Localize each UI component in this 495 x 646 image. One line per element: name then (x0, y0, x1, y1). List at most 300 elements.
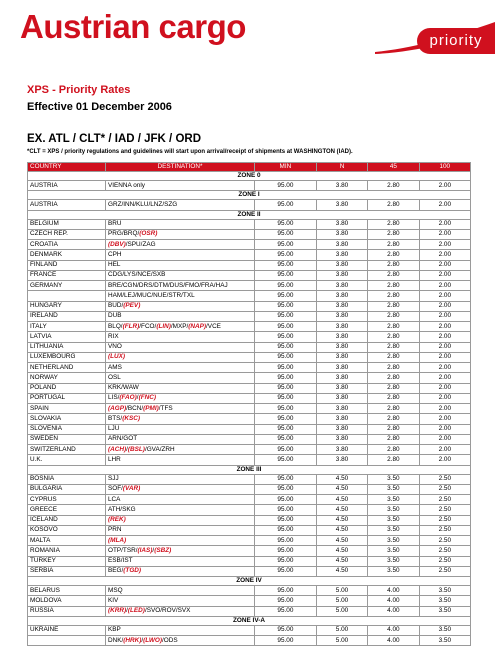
rate-45-cell: 2.80 (368, 219, 419, 229)
rate-100-cell: 2.00 (419, 281, 470, 291)
country-cell: CZECH REP. (28, 229, 106, 239)
rate-min-cell: 95.00 (255, 495, 317, 505)
destination-cell (106, 373, 255, 383)
off-line-destination: (SBZ) (154, 546, 172, 554)
rate-45-cell: 2.80 (368, 250, 419, 260)
country-cell: FINLAND (28, 260, 106, 270)
destination-code: /SPU/ZAG (125, 240, 156, 248)
off-line-destination: (PMI) (143, 404, 159, 412)
destination-code: BUD/ (108, 302, 124, 310)
destination-code: PRG/BRQ/ (108, 230, 140, 238)
destination-code: VNO (108, 343, 122, 351)
country-cell: SERBIA (28, 566, 106, 576)
rate-min-cell: 95.00 (255, 342, 317, 352)
country-cell (28, 636, 106, 646)
country-cell: AUSTRIA (28, 200, 106, 210)
destination-cell (106, 596, 255, 606)
table-row (28, 515, 471, 525)
destination-cell (106, 291, 255, 301)
rate-45-cell: 3.50 (368, 515, 419, 525)
destination-cell (106, 546, 255, 556)
zone-row (28, 616, 471, 625)
country-cell: GREECE (28, 505, 106, 515)
destination-cell (106, 404, 255, 414)
footnote: *CLT = XPS / priority regulations and guidelines will start upon arrival/receipt of shipments at WASHINGTON (IAD). (27, 149, 353, 155)
destination-code: ATH/SKG (108, 505, 136, 513)
destination-code: / (136, 394, 139, 402)
table-row (28, 596, 471, 606)
rate-45-cell: 2.80 (368, 291, 419, 301)
rate-100-cell: 2.00 (419, 260, 470, 270)
rate-min-cell: 95.00 (255, 393, 317, 403)
off-line-destination: (HRK) (123, 636, 142, 644)
rate-min-cell: 95.00 (255, 515, 317, 525)
rate-min-cell: 95.00 (255, 229, 317, 239)
destination-cell (106, 240, 255, 250)
rate-n-cell: 3.80 (316, 363, 367, 373)
destination-code: LCA (108, 495, 121, 503)
country-cell: BELARUS (28, 586, 106, 596)
rate-100-cell: 2.00 (419, 404, 470, 414)
rate-min-cell: 95.00 (255, 322, 317, 332)
rate-n-cell: 3.80 (316, 301, 367, 311)
country-cell: AUSTRIA (28, 181, 106, 191)
rate-n-cell: 3.80 (316, 393, 367, 403)
rate-n-cell: 3.80 (316, 291, 367, 301)
rate-45-cell: 2.80 (368, 455, 419, 465)
zone-row (28, 172, 471, 181)
destination-code: BLQ/ (108, 322, 123, 330)
rate-min-cell: 95.00 (255, 219, 317, 229)
destination-cell (106, 525, 255, 535)
destination-code: OSL (108, 373, 121, 381)
rate-100-cell: 2.50 (419, 556, 470, 566)
destination-code: AMS (108, 363, 122, 371)
destination-cell (106, 281, 255, 291)
country-cell: GERMANY (28, 281, 106, 291)
rate-n-cell: 3.80 (316, 322, 367, 332)
destination-code: BRE/CGN/DRS/DTM/DUS/FMO/FRA/HAJ (108, 281, 228, 289)
rate-45-cell: 2.80 (368, 181, 419, 191)
rate-100-cell: 2.00 (419, 352, 470, 362)
destination-code: HAM/LEJ/MUC/NUE/STR/TXL (108, 291, 195, 299)
rate-min-cell: 95.00 (255, 536, 317, 546)
table-row (28, 404, 471, 414)
destination-code: / (152, 546, 155, 554)
destination-cell (106, 505, 255, 515)
rate-min-cell: 95.00 (255, 352, 317, 362)
zone-row (28, 210, 471, 219)
destination-cell (106, 229, 255, 239)
destination-code: MSQ (108, 586, 123, 594)
country-cell: CYPRUS (28, 495, 106, 505)
destination-cell (106, 445, 255, 455)
country-cell: KOSOVO (28, 525, 106, 535)
destination-code: KIV (108, 596, 119, 604)
destination-code: OTP/TSR/ (108, 546, 138, 554)
rate-min-cell: 95.00 (255, 546, 317, 556)
rate-100-cell: 2.50 (419, 474, 470, 484)
destination-cell (106, 536, 255, 546)
table-row (28, 373, 471, 383)
rate-min-cell: 95.00 (255, 556, 317, 566)
effective-date: Effective 01 December 2006 (27, 101, 172, 113)
rate-100-cell: 2.00 (419, 455, 470, 465)
rate-n-cell: 3.80 (316, 373, 367, 383)
rate-min-cell: 95.00 (255, 373, 317, 383)
destination-code: RIX (108, 332, 119, 340)
destination-code: BRU (108, 220, 122, 228)
rate-n-cell: 3.80 (316, 414, 367, 424)
rate-n-cell: 4.50 (316, 546, 367, 556)
country-cell: NORWAY (28, 373, 106, 383)
rate-45-cell: 3.50 (368, 484, 419, 494)
column-header-100: 100 (419, 163, 470, 172)
table-row (28, 181, 471, 191)
rate-n-cell: 4.50 (316, 505, 367, 515)
destination-cell (106, 270, 255, 280)
destination-code: /VCE (206, 322, 221, 330)
destination-code: SJJ (108, 475, 119, 483)
rate-100-cell: 3.50 (419, 586, 470, 596)
rate-100-cell: 2.50 (419, 536, 470, 546)
table-row (28, 424, 471, 434)
table-row (28, 270, 471, 280)
rate-45-cell: 3.50 (368, 536, 419, 546)
rate-n-cell: 3.80 (316, 352, 367, 362)
table-row (28, 455, 471, 465)
rate-45-cell: 2.80 (368, 424, 419, 434)
off-line-destination: (LED) (127, 607, 145, 615)
destination-cell (106, 625, 255, 635)
zone-row (28, 465, 471, 474)
destination-code: /FCO/ (139, 322, 157, 330)
off-line-destination: (NAP) (188, 322, 207, 330)
rate-n-cell: 4.50 (316, 474, 367, 484)
table-row (28, 240, 471, 250)
destination-cell (106, 332, 255, 342)
off-line-destination: (LIN) (156, 322, 171, 330)
rate-min-cell: 95.00 (255, 301, 317, 311)
table-row (28, 625, 471, 635)
rate-min-cell: 95.00 (255, 424, 317, 434)
rate-45-cell: 2.80 (368, 342, 419, 352)
destination-cell (106, 200, 255, 210)
destination-cell (106, 515, 255, 525)
rate-100-cell: 2.00 (419, 200, 470, 210)
rate-n-cell: 3.80 (316, 383, 367, 393)
rate-100-cell: 2.00 (419, 240, 470, 250)
rate-100-cell: 2.00 (419, 270, 470, 280)
destination-code: GRZ/INN/KLU/LNZ/SZG (108, 200, 178, 208)
rate-45-cell: 2.80 (368, 301, 419, 311)
table-row (28, 229, 471, 239)
table-row (28, 322, 471, 332)
table-row (28, 219, 471, 229)
destination-code: / (126, 607, 128, 615)
destination-code: / (141, 636, 144, 644)
rate-min-cell: 95.00 (255, 291, 317, 301)
rate-min-cell: 95.00 (255, 636, 317, 646)
table-row (28, 311, 471, 321)
zone-label: ZONE IV-A (28, 616, 471, 625)
off-line-destination: (KSC) (122, 414, 140, 422)
destination-code: /SVO/ROV/SVX (144, 607, 191, 615)
header (0, 0, 495, 62)
country-cell: SLOVENIA (28, 424, 106, 434)
rate-45-cell: 2.80 (368, 229, 419, 239)
rate-100-cell: 2.00 (419, 434, 470, 444)
rate-45-cell: 2.80 (368, 281, 419, 291)
rate-45-cell: 2.80 (368, 200, 419, 210)
table-row (28, 363, 471, 373)
rate-45-cell: 2.80 (368, 260, 419, 270)
table-row (28, 566, 471, 576)
rate-min-cell: 95.00 (255, 505, 317, 515)
destination-code: /TFS (158, 404, 173, 412)
rate-min-cell: 95.00 (255, 181, 317, 191)
origin-airports: EX. ATL / CLT* / IAD / JFK / ORD (27, 133, 201, 145)
rate-n-cell: 3.80 (316, 404, 367, 414)
rate-min-cell: 95.00 (255, 484, 317, 494)
off-line-destination: (BSL) (127, 445, 145, 453)
destination-cell (106, 556, 255, 566)
rate-min-cell: 95.00 (255, 434, 317, 444)
rate-n-cell: 3.80 (316, 332, 367, 342)
rate-min-cell: 95.00 (255, 625, 317, 635)
rate-45-cell: 2.80 (368, 322, 419, 332)
rate-n-cell: 4.50 (316, 536, 367, 546)
rate-min-cell: 95.00 (255, 404, 317, 414)
zone-row (28, 191, 471, 200)
rate-45-cell: 4.00 (368, 625, 419, 635)
destination-code: KRK/WAW (108, 384, 139, 392)
off-line-destination: (AGP) (108, 404, 127, 412)
rate-100-cell: 2.50 (419, 495, 470, 505)
table-row (28, 636, 471, 646)
table-row (28, 606, 471, 616)
table-row (28, 495, 471, 505)
destination-code: KBP (108, 626, 121, 634)
destination-cell (106, 455, 255, 465)
country-cell: NETHERLAND (28, 363, 106, 373)
country-cell: HUNGARY (28, 301, 106, 311)
off-line-destination: (DBV) (108, 240, 126, 248)
rate-45-cell: 2.80 (368, 311, 419, 321)
rate-45-cell: 2.80 (368, 434, 419, 444)
off-line-destination: (FAO) (119, 394, 137, 402)
country-cell: ROMANIA (28, 546, 106, 556)
rate-100-cell: 2.00 (419, 311, 470, 321)
country-cell: ICELAND (28, 515, 106, 525)
rate-n-cell: 3.80 (316, 270, 367, 280)
rate-45-cell: 3.50 (368, 474, 419, 484)
table-row (28, 393, 471, 403)
rate-100-cell: 2.50 (419, 566, 470, 576)
destination-cell (106, 352, 255, 362)
rate-n-cell: 4.50 (316, 566, 367, 576)
table-row (28, 250, 471, 260)
rate-45-cell: 2.80 (368, 270, 419, 280)
rate-min-cell: 95.00 (255, 281, 317, 291)
rate-100-cell: 2.00 (419, 181, 470, 191)
destination-cell (106, 219, 255, 229)
destination-cell (106, 474, 255, 484)
destination-code: CDG/LYS/NCE/SXB (108, 271, 166, 279)
rate-100-cell: 2.00 (419, 414, 470, 424)
destination-code: SOF/ (108, 485, 123, 493)
rate-min-cell: 95.00 (255, 566, 317, 576)
rate-n-cell: 3.80 (316, 434, 367, 444)
rate-45-cell: 2.80 (368, 363, 419, 373)
country-cell: MOLDOVA (28, 596, 106, 606)
country-cell: BULGARIA (28, 484, 106, 494)
country-cell: LUXEMBOURG (28, 352, 106, 362)
rate-100-cell: 2.50 (419, 546, 470, 556)
destination-code: /BCN/ (126, 404, 144, 412)
rate-45-cell: 2.80 (368, 414, 419, 424)
off-line-destination: (TGD) (123, 567, 142, 575)
page-title: XPS - Priority Rates (27, 84, 131, 96)
rate-100-cell: 2.00 (419, 424, 470, 434)
zone-label: ZONE I (28, 191, 471, 200)
rate-45-cell: 4.00 (368, 596, 419, 606)
destination-cell (106, 566, 255, 576)
destination-code: DUB (108, 312, 122, 320)
rate-n-cell: 3.80 (316, 445, 367, 455)
destination-code: CPH (108, 250, 122, 258)
rate-min-cell: 95.00 (255, 596, 317, 606)
rate-45-cell: 2.80 (368, 445, 419, 455)
rate-100-cell: 3.50 (419, 625, 470, 635)
destination-cell (106, 363, 255, 373)
country-cell: FRANCE (28, 270, 106, 280)
rate-100-cell: 2.00 (419, 373, 470, 383)
country-cell: SPAIN (28, 404, 106, 414)
table-row (28, 332, 471, 342)
column-header-min: MIN (255, 163, 317, 172)
rate-min-cell: 95.00 (255, 240, 317, 250)
table-row (28, 281, 471, 291)
rate-45-cell: 2.80 (368, 373, 419, 383)
destination-cell (106, 636, 255, 646)
table-row (28, 525, 471, 535)
rate-100-cell: 2.50 (419, 515, 470, 525)
country-cell: ITALY (28, 322, 106, 332)
off-line-destination: (LUX) (108, 353, 126, 361)
rate-min-cell: 95.00 (255, 383, 317, 393)
rate-n-cell: 3.80 (316, 240, 367, 250)
rate-45-cell: 3.50 (368, 556, 419, 566)
rate-n-cell: 5.00 (316, 586, 367, 596)
rate-min-cell: 95.00 (255, 474, 317, 484)
destination-code: VIENNA only (108, 181, 145, 189)
table-row (28, 301, 471, 311)
rate-100-cell: 2.00 (419, 219, 470, 229)
country-cell: BELGIUM (28, 219, 106, 229)
rate-min-cell: 95.00 (255, 363, 317, 373)
rate-min-cell: 95.00 (255, 586, 317, 596)
country-cell: UKRAINE (28, 625, 106, 635)
zone-label: ZONE III (28, 465, 471, 474)
off-line-destination: (OSR) (139, 230, 158, 238)
destination-code: LHR (108, 455, 121, 463)
table-row (28, 445, 471, 455)
rate-n-cell: 3.80 (316, 455, 367, 465)
table-row (28, 414, 471, 424)
table-row (28, 383, 471, 393)
destination-cell (106, 434, 255, 444)
rate-min-cell: 95.00 (255, 200, 317, 210)
column-header-country: COUNTRY (28, 163, 106, 172)
rate-45-cell: 3.50 (368, 546, 419, 556)
rate-45-cell: 2.80 (368, 332, 419, 342)
rate-min-cell: 95.00 (255, 455, 317, 465)
rate-n-cell: 3.80 (316, 219, 367, 229)
rate-100-cell: 2.00 (419, 445, 470, 455)
rate-n-cell: 5.00 (316, 636, 367, 646)
rate-100-cell: 2.00 (419, 342, 470, 352)
rate-min-cell: 95.00 (255, 250, 317, 260)
country-cell: SWITZERLAND (28, 445, 106, 455)
rate-45-cell: 4.00 (368, 586, 419, 596)
rate-100-cell: 2.00 (419, 291, 470, 301)
rates-table (27, 162, 471, 646)
country-cell: RUSSIA (28, 606, 106, 616)
rate-min-cell: 95.00 (255, 270, 317, 280)
rate-n-cell: 5.00 (316, 606, 367, 616)
destination-cell (106, 301, 255, 311)
country-cell: BOSNIA (28, 474, 106, 484)
table-row (28, 546, 471, 556)
destination-code: /ODS (161, 636, 178, 644)
destination-code: /GVA/ZRH (144, 445, 175, 453)
country-cell: TURKEY (28, 556, 106, 566)
zone-label: ZONE II (28, 210, 471, 219)
rate-n-cell: 3.80 (316, 200, 367, 210)
rate-100-cell: 3.50 (419, 636, 470, 646)
country-cell: CROATIA (28, 240, 106, 250)
rate-n-cell: 3.80 (316, 281, 367, 291)
off-line-destination: (FLR) (122, 322, 140, 330)
off-line-destination: (LWO) (143, 636, 162, 644)
rate-min-cell: 95.00 (255, 332, 317, 342)
rate-n-cell: 3.80 (316, 311, 367, 321)
table-row (28, 342, 471, 352)
country-cell: PORTUGAL (28, 393, 106, 403)
rate-100-cell: 2.00 (419, 322, 470, 332)
rate-n-cell: 5.00 (316, 625, 367, 635)
off-line-destination: (ACH) (108, 445, 127, 453)
table-row (28, 352, 471, 362)
destination-cell (106, 383, 255, 393)
destination-cell (106, 311, 255, 321)
destination-cell (106, 484, 255, 494)
country-cell: POLAND (28, 383, 106, 393)
destination-cell (106, 250, 255, 260)
destination-code: ARN/GOT (108, 435, 138, 443)
rate-100-cell: 3.50 (419, 606, 470, 616)
column-header-destination: DESTINATION* (106, 163, 255, 172)
rate-45-cell: 2.80 (368, 240, 419, 250)
destination-code: HEL (108, 261, 121, 269)
destination-cell (106, 586, 255, 596)
rate-n-cell: 3.80 (316, 260, 367, 270)
table-row (28, 586, 471, 596)
table-body (28, 172, 471, 646)
table-row (28, 505, 471, 515)
country-cell: MALTA (28, 536, 106, 546)
